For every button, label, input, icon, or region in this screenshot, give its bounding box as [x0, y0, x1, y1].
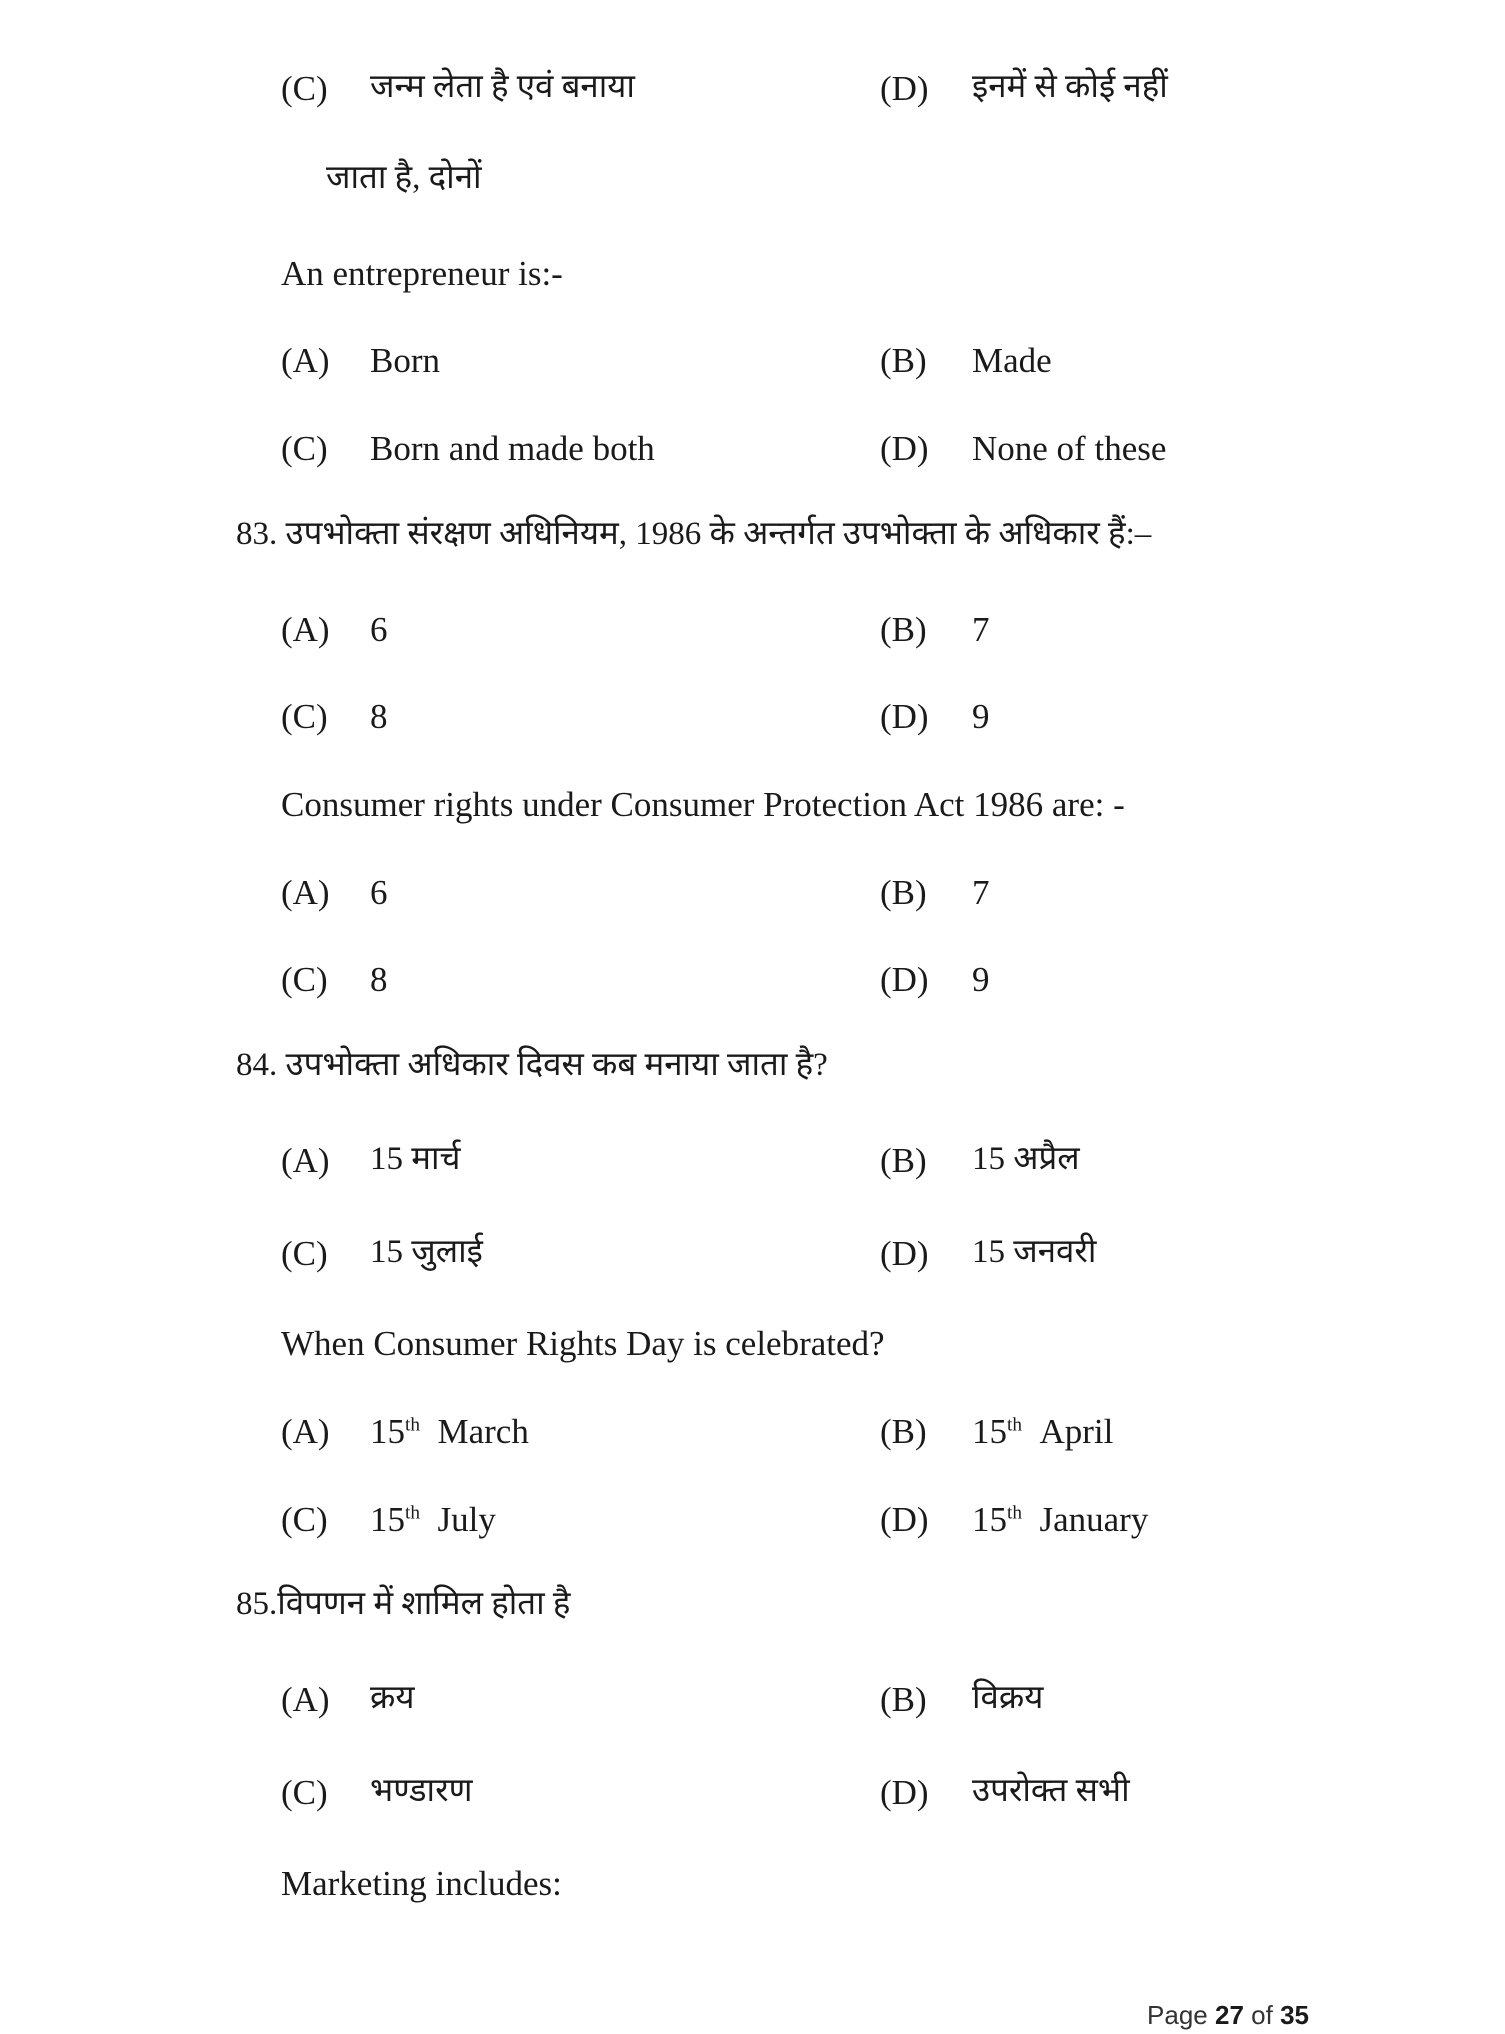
- option-label: (D): [880, 697, 929, 736]
- question-english: An entrepreneur is:-: [281, 254, 563, 293]
- option-label: (B): [880, 1412, 927, 1451]
- question-english: When Consumer Rights Day is celebrated?: [281, 1324, 885, 1363]
- option-label: (C): [281, 1234, 328, 1273]
- option-text: [972, 1414, 1113, 1449]
- option-text: 15 मार्च: [370, 1141, 461, 1177]
- option-label: (A): [281, 873, 330, 912]
- option-label: (C): [281, 697, 328, 736]
- option-label: (B): [880, 1141, 927, 1180]
- option-label: (D): [880, 1234, 929, 1273]
- ordinal-suffix: th: [405, 1414, 420, 1436]
- option-text: 6: [370, 873, 388, 912]
- option-label: (B): [880, 1680, 927, 1719]
- option-label: (A): [281, 1680, 330, 1719]
- option-text: 6: [370, 610, 388, 649]
- option-text: भण्डारण: [370, 1773, 473, 1809]
- option-label: (D): [880, 1500, 929, 1539]
- option-label: (D): [880, 69, 929, 108]
- ordinal-number: 15: [972, 1500, 1007, 1539]
- option-text: विक्रय: [972, 1680, 1044, 1716]
- option-text: 9: [972, 697, 990, 736]
- ordinal-number: 15: [370, 1412, 405, 1451]
- month-name: July: [437, 1500, 496, 1539]
- page-number-footer: [1147, 2000, 1309, 2031]
- option-label: (A): [281, 341, 330, 380]
- option-text: उपरोक्त सभी: [972, 1773, 1130, 1809]
- total-pages-number: 35: [1280, 2000, 1309, 2030]
- ordinal-number: 15: [370, 1500, 405, 1539]
- option-text: [972, 1502, 1148, 1537]
- option-label: (A): [281, 1141, 330, 1180]
- option-label: (B): [880, 873, 927, 912]
- option-label: (C): [281, 429, 328, 468]
- option-text: क्रय: [370, 1680, 415, 1716]
- option-text-continuation: जाता है, दोनों: [326, 160, 482, 196]
- ordinal-number: 15: [972, 1412, 1007, 1451]
- month-name: January: [1039, 1500, 1149, 1539]
- option-label: (C): [281, 1500, 328, 1539]
- question-english: Consumer rights under Consumer Protection Act 1986 are: -: [281, 785, 1125, 824]
- option-text: [370, 1414, 529, 1449]
- option-text: 7: [972, 610, 990, 649]
- option-text: Made: [972, 341, 1052, 380]
- page-word: Page: [1147, 2000, 1208, 2030]
- current-page-number: 27: [1215, 2000, 1244, 2030]
- option-label: (C): [281, 1773, 328, 1812]
- option-text: 8: [370, 697, 388, 736]
- of-word: of: [1251, 2000, 1273, 2030]
- option-label: (C): [281, 960, 328, 999]
- option-label: (A): [281, 610, 330, 649]
- option-label: (A): [281, 1412, 330, 1451]
- option-text: 15 अप्रैल: [972, 1141, 1080, 1177]
- option-label: (D): [880, 960, 929, 999]
- option-label: (D): [880, 429, 929, 468]
- option-label: (B): [880, 341, 927, 380]
- month-name: March: [437, 1412, 529, 1451]
- option-label: (C): [281, 69, 328, 108]
- question-83-hindi: 83. उपभोक्ता संरक्षण अधिनियम, 1986 के अन्तर्गत उपभोक्ता के अधिकार हैं:–: [236, 516, 1152, 552]
- option-text: 9: [972, 960, 990, 999]
- question-85-hindi: 85.विपणन में शामिल होता है: [236, 1586, 571, 1622]
- question-english: Marketing includes:: [281, 1864, 562, 1903]
- ordinal-suffix: th: [1007, 1414, 1022, 1436]
- ordinal-suffix: th: [405, 1502, 420, 1524]
- option-text: 15 जनवरी: [972, 1234, 1097, 1270]
- option-label: (D): [880, 1773, 929, 1812]
- option-text: None of these: [972, 429, 1167, 468]
- option-text: जन्म लेता है एवं बनाया: [370, 69, 635, 105]
- option-text: [370, 1502, 496, 1537]
- option-text: 15 जुलाई: [370, 1234, 483, 1270]
- option-text: 7: [972, 873, 990, 912]
- option-text: इनमें से कोई नहीं: [972, 69, 1168, 105]
- option-text: Born and made both: [370, 429, 655, 468]
- ordinal-suffix: th: [1007, 1502, 1022, 1524]
- option-label: (B): [880, 610, 927, 649]
- month-name: April: [1039, 1412, 1114, 1451]
- option-text: Born: [370, 341, 440, 380]
- question-84-hindi: 84. उपभोक्ता अधिकार दिवस कब मनाया जाता है?: [236, 1047, 828, 1083]
- option-text: 8: [370, 960, 388, 999]
